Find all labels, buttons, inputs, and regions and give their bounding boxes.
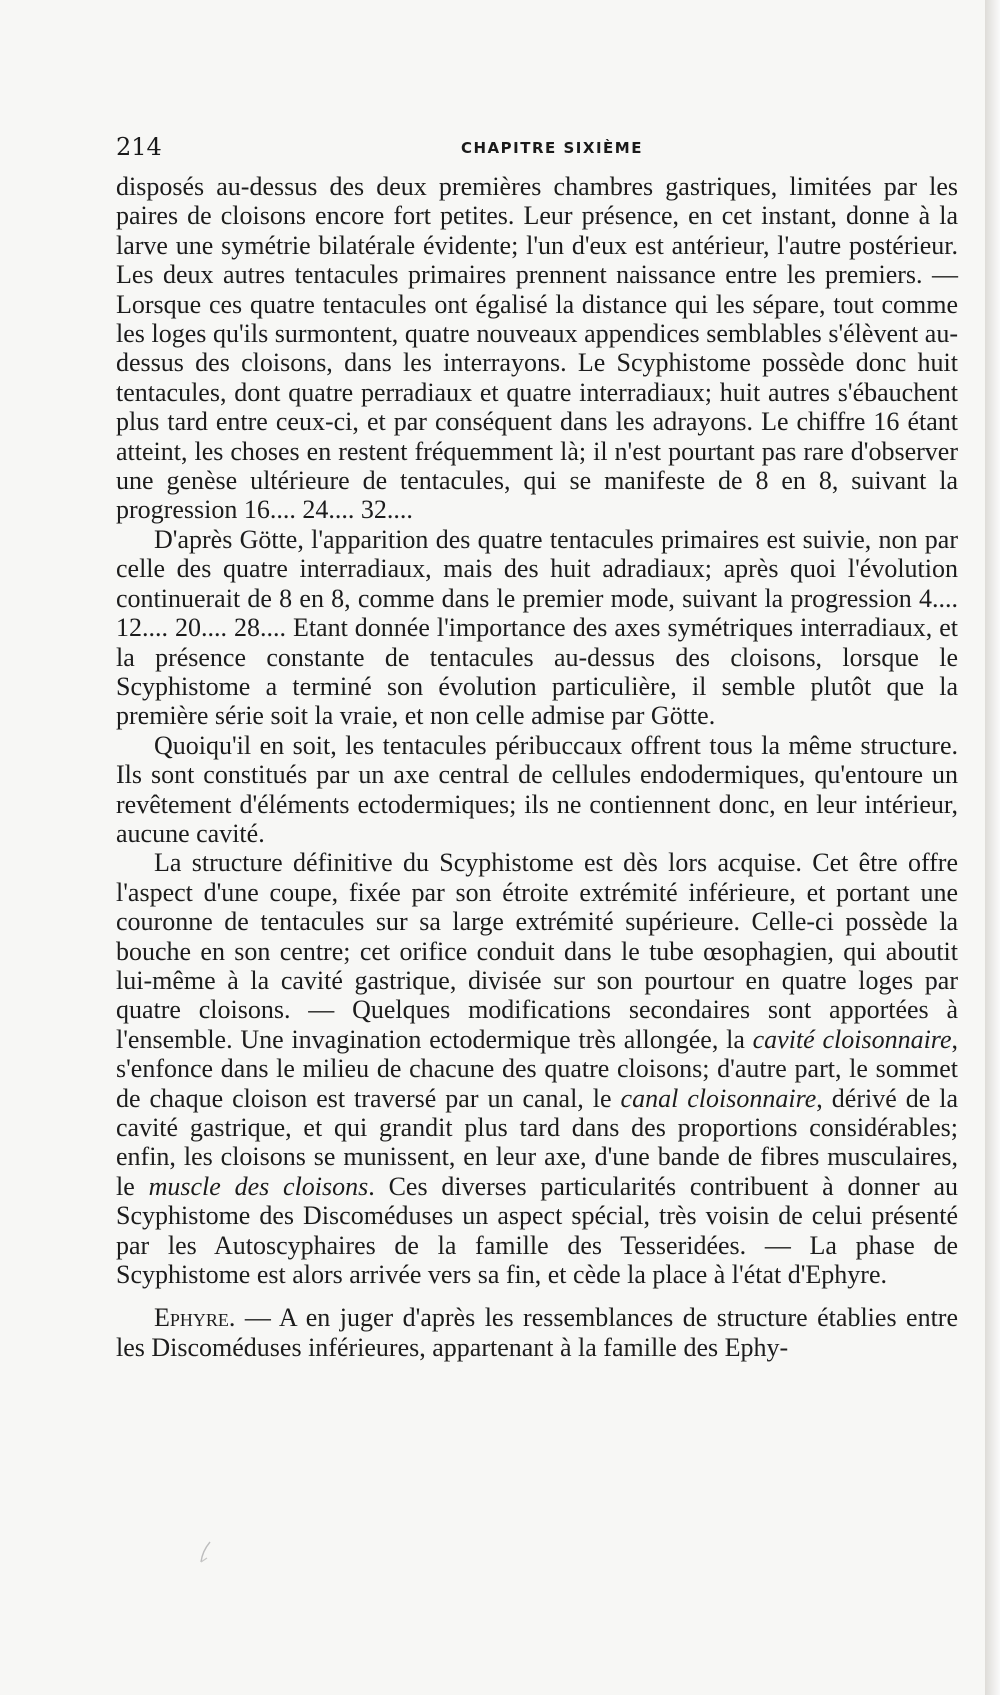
paragraph-ephyre [116,1303,958,1362]
paragraph-continued: disposés au-dessus des deux premières chambres gastriques, limitées par les paires de cloisons encore fort petites. Leur présence, en cet instant, donne à la larve une symétrie bilatérale évidente; l'un d'eux est antérieur, l'autre postérieur. Les deux autres tentacules primaires prennent naissance entre les premiers. — Lorsque ces quatre tentacules ont égalisé la distance qui les sépare, tout comme les loges qu'ils surmontent, quatre nouveaux appendices semblables s'élèvent au-dessus des cloisons, dans les interrayons. Le Scyphistome possède donc huit tentacules, dont quatre perradiaux et quatre interradiaux; huit autres s'ébauchent plus tard entre ceux-ci, et par conséquent dans les adrayons. Le chiffre 16 étant atteint, les choses en restent fréquemment là; il n'est pourtant pas rare d'observer une genèse ultérieure de tentacules, qui se manifeste de 8 en 8, suivant la progression 16.... 24.... 32.... [116,172,958,525]
paragraph-tentacle-structure: Quoiqu'il en soit, les tentacules péribuccaux offrent tous la même structure. Ils sont constitués par un axe central de cellules endodermiques, qu'entoure un revêtement d'éléments ectodermiques; ils ne contiennent donc, en leur intérieur, aucune cavité. [116,730,958,848]
page-edge [985,0,1000,1695]
running-head [116,133,956,167]
page-number: 214 [116,133,162,161]
text-segment: — A en juger d'après les ressemblances de structure établies entre les Discoméduses inférieures, appartenant à la famille des Ephy- [116,1303,958,1362]
paragraph-definitive-structure [116,848,958,1289]
text-segment: . Ces diverses particularités contribuent à donner au Scyphistome des Discoméduses un aspect spécial, très voisin de celui présenté par les Autoscyphaires de la famille des Tesseridées. — La phase de Scyphistome est alors arrivée vers sa fin, et cède la place à l'état d'Ephyre. [116,1171,958,1290]
italic-term-cavite-cloisonnaire: cavité cloisonnaire [752,1024,952,1054]
italic-term-canal-cloisonnaire: canal cloisonnaire [620,1083,817,1113]
paragraph-gotte: D'après Götte, l'apparition des quatre tentacules primaires est suivie, non par celle des quatre interradiaux, mais des huit adradiaux; après quoi l'évolution continuerait de 8 en 8, comme dans le premier mode, suivant la progression 4.... 12.... 20.... 28.... Etant donnée l'importance des axes symétriques interradiaux, et la présence constante de tentacules au-dessus des cloisons, lorsque le Scyphistome a terminé son évolution particulière, il semble plutôt que la première série soit la vraie, et non celle admise par Götte. [116,524,958,731]
text-segment: , dérivé de la cavité gastrique, et qui grandit plus tard dans des proportions considérables; enfin, les cloisons se munissent, en leur axe, d'une bande de fibres musculaires, le [116,1083,958,1201]
italic-term-muscle-des-cloisons: muscle des cloisons [148,1171,369,1201]
pencil-mark-icon [196,1540,216,1566]
chapter-title: CHAPITRE SIXIÈME [461,139,643,157]
body-text [116,172,958,1362]
text-segment: La structure définitive du Scyphistome est dès lors acquise. Cet être offre l'aspect d'une coupe, fixée par son étroite extrémité inférieure, et portant une couronne de tentacules sur sa large extrémité supérieure. Celle-ci possède la bouche en son centre; cet orifice conduit dans le tube œsophagien, qui aboutit lui-même à la cavité gastrique, divisée sur son pourtour en quatre loges par quatre cloisons. — Quelques modifications secondaires sont apportées à l'ensemble. Une invagination ectodermique très allongée, la [116,848,958,1054]
section-run-in-heading: Ephyre. [154,1303,236,1333]
text-segment: , s'enfonce dans le milieu de chacune des quatre cloisons; d'autre part, le sommet de chaque cloison est traversé par un canal, le [116,1024,958,1113]
